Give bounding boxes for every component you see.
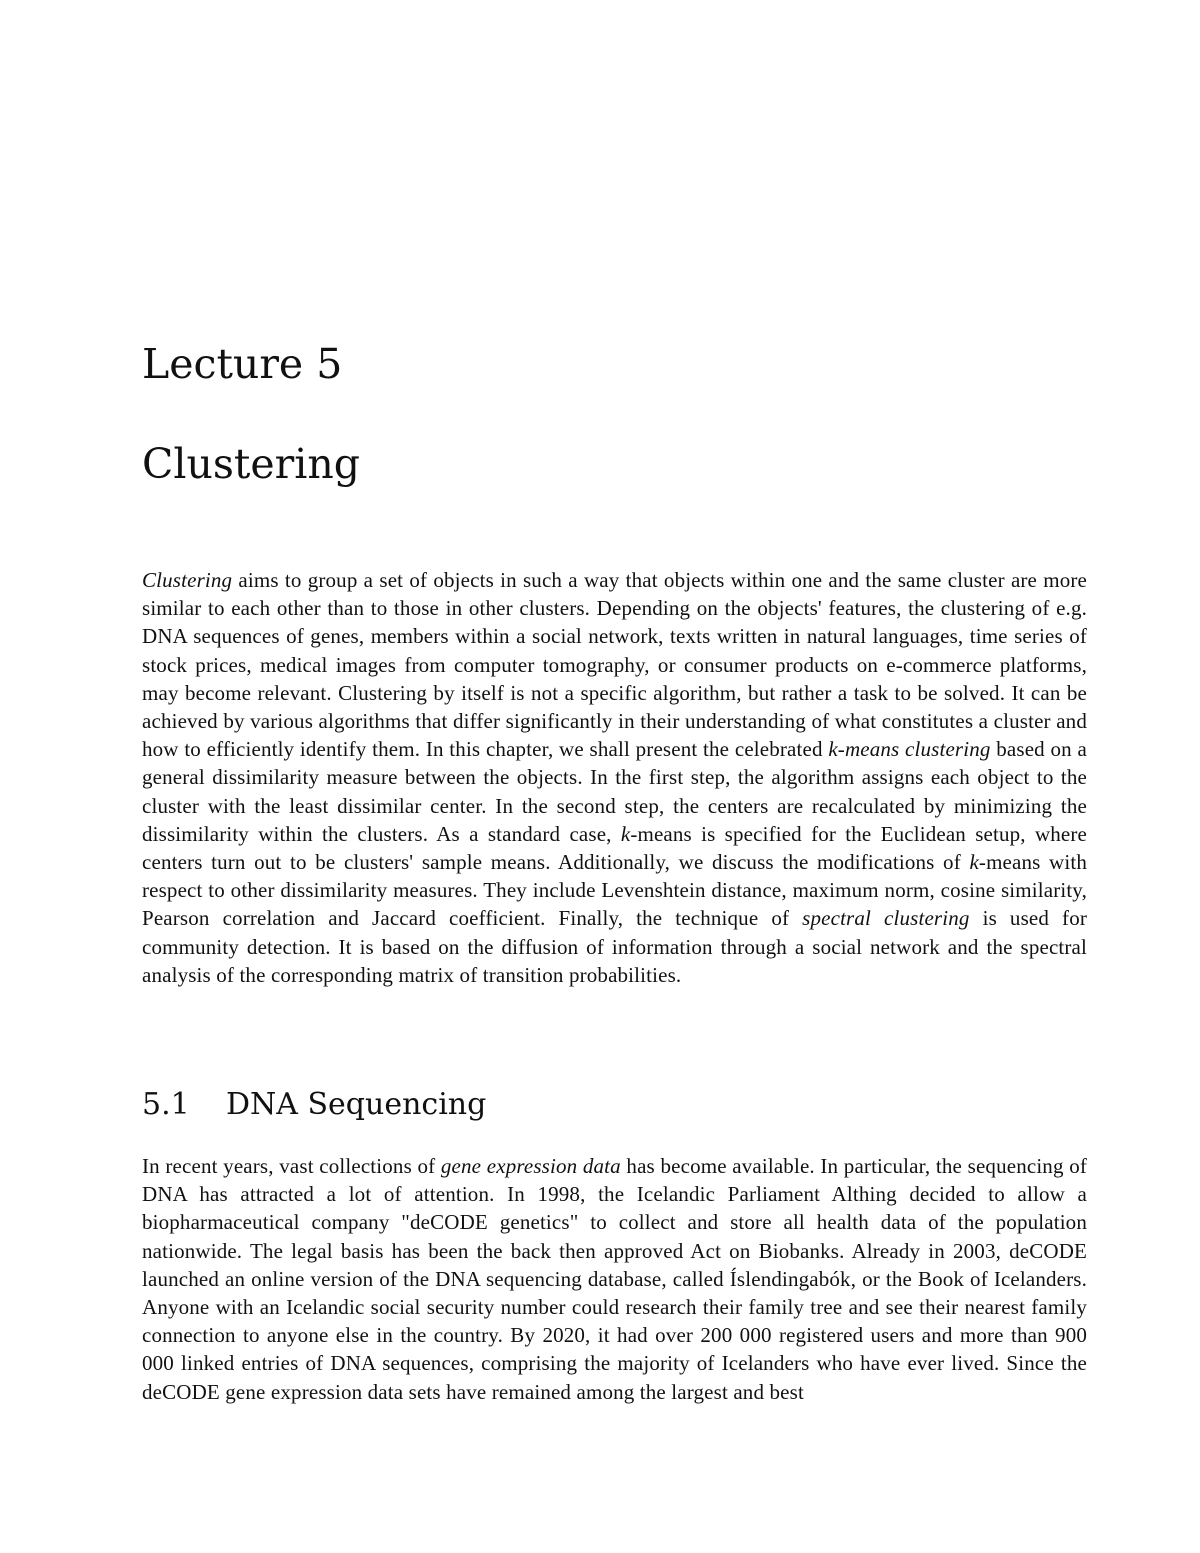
term-gene-expression-data: gene expression data [440, 1154, 621, 1178]
section-title: DNA Sequencing [226, 1087, 487, 1122]
document-page [142, 0, 1087, 1553]
intro-text-5: is used for community detection. It is based on the diffusion of information through a social network and the spectral analysis of the corresponding matrix of transition probabilities. [142, 906, 1087, 987]
intro-text-3: -means is specified for the Euclidean setup, where centers turn out to be clusters' sample means. Additionally, we discuss the modifications of [142, 821, 1087, 875]
term-spectral-clustering: spectral clustering [802, 906, 970, 931]
lecture-label: Lecture 5 [142, 340, 343, 388]
section-paragraph [142, 1152, 1087, 1406]
term-k-means-clustering: k-means clustering [828, 737, 991, 762]
math-k: k [620, 821, 631, 846]
section-text-1: In recent years, vast collections of [142, 1154, 441, 1178]
math-k: k [969, 850, 979, 875]
intro-text-1: aims to group a set of objects in such a way that objects within one and the same cluster are more similar to each other than to those in other clusters. Depending on the objects' features, the clustering of e.g. DNA sequences of genes, members within a social network, texts written in natural languages, time series of stock prices, medical images from computer tomography, or consumer products on e-commerce platforms, may become relevant. Clustering by itself is not a specific algorithm, but rather a task to be solved. It can be achieved by various algorithms that differ significantly in their understanding of what constitutes a cluster and how to efficiently identify them. In this chapter, we shall present the celebrated [142, 568, 1087, 762]
section-text-2: has become available. In particular, the sequencing of DNA has attracted a lot of attention. In 1998, the Icelandic Parliament Althing decided to allow a biopharmaceutical company "deCODE genetics" to collect and store all health data of the population nationwide. The legal basis has been the back then approved Act on Biobanks. Already in 2003, deCODE launched an online version of the DNA sequencing database, called Íslendingabók, or the Book of Icelanders. Anyone with an Icelandic social security number could research their family tree and see their nearest family connection to anyone else in the country. By 2020, it had over 200 000 registered users and more than 900 000 linked entries of DNA sequences, comprising the majority of Icelanders who have ever lived. Since the deCODE gene expression data sets have remained among the largest and best [142, 1154, 1087, 1404]
chapter-title: Clustering [142, 440, 361, 488]
intro-paragraph [142, 566, 1087, 989]
section-heading [142, 1087, 486, 1123]
intro-text-2: based on a general dissimilarity measure between the objects. In the first step, the algorithm assigns each object to the cluster with the least dissimilar center. In the second step, the centers are recalculated by minimizing the dissimilarity within the clusters. As a standard case, [142, 737, 1087, 846]
section-number: 5.1 [142, 1087, 190, 1122]
term-clustering: Clustering [142, 568, 233, 592]
intro-text-4: -means with respect to other dissimilarity measures. They include Levenshtein distance, maximum norm, cosine similarity, Pearson correlation and Jaccard coefficient. Finally, the technique of [142, 850, 1087, 931]
